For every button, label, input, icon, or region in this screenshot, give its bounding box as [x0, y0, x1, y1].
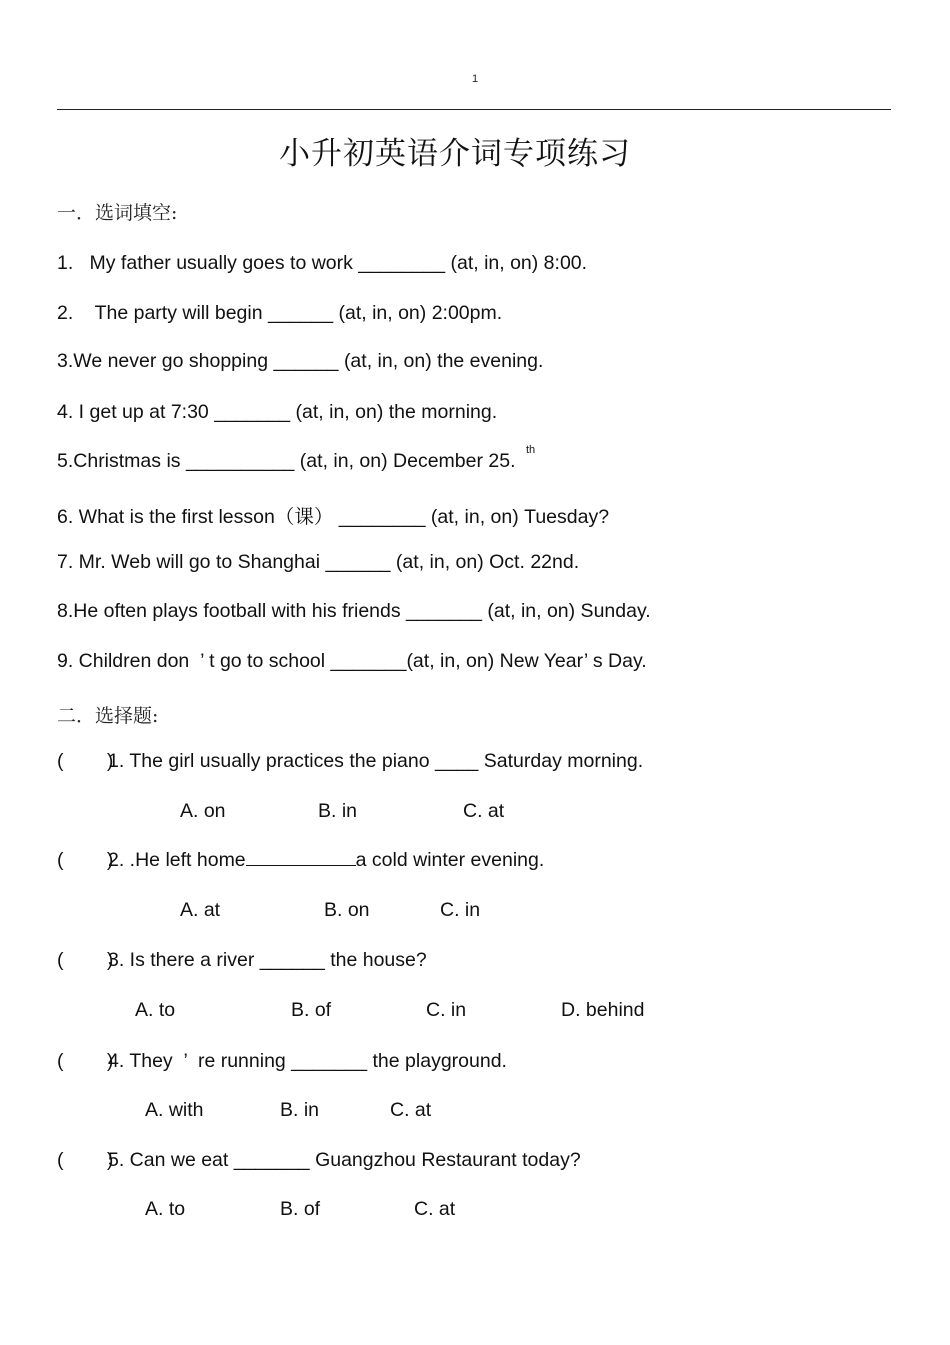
header-rule [57, 109, 891, 110]
q4-option-a: A. with [145, 1099, 204, 1121]
fill-item-6: 6. What is the first lesson（课） ________ (at, in, on) Tuesday? [57, 506, 610, 528]
section1-heading: 一．选词填空: [57, 202, 178, 224]
section2-heading: 二．选择题: [57, 705, 159, 727]
fill-item-5: 5.Christmas is __________ (at, in, on) December 25. [57, 450, 516, 472]
q1-option-a: A. on [180, 800, 226, 822]
fill-item-4: 4. I get up at 7:30 _______ (at, in, on) the morning. [57, 401, 498, 423]
page-title: 小升初英语介词专项练习 [279, 136, 631, 172]
question-2-blank [246, 851, 356, 866]
q5-option-b: B. of [280, 1198, 321, 1220]
q4-option-b: B. in [280, 1099, 320, 1121]
fill-item-7: 7. Mr. Web will go to Shanghai ______ (at, in, on) Oct. 22nd. [57, 551, 580, 573]
fill-item-9: 9. Children don ’ t go to school _______(at, in, on) New Year’ s Day. [57, 650, 647, 672]
question-2 [108, 849, 544, 872]
question-3: 3. Is there a river ______ the house? [108, 949, 427, 971]
question-2-before: 2. .He left home [108, 849, 246, 871]
question-1: 1. The girl usually practices the piano ____ Saturday morning. [108, 750, 644, 772]
answer-paren-4: ( ) [57, 1050, 114, 1072]
question-5: 5. Can we eat _______ Guangzhou Restaurant today? [108, 1149, 581, 1171]
q5-option-a: A. to [145, 1198, 186, 1220]
answer-paren-3: ( ) [57, 949, 114, 971]
q4-option-c: C. at [390, 1099, 432, 1121]
q1-option-c: C. at [463, 800, 505, 822]
q3-option-a: A. to [135, 999, 176, 1021]
superscript-th: th [526, 444, 536, 456]
fill-item-2: 2. The party will begin ______ (at, in, on) 2:00pm. [57, 302, 503, 324]
answer-paren-5: ( ) [57, 1149, 114, 1171]
q2-option-c: C. in [440, 899, 481, 921]
q3-option-c: C. in [426, 999, 467, 1021]
fill-item-8: 8.He often plays football with his friends _______ (at, in, on) Sunday. [57, 600, 651, 622]
q2-option-a: A. at [180, 899, 221, 921]
q5-option-c: C. at [414, 1198, 456, 1220]
fill-item-3: 3.We never go shopping ______ (at, in, on) the evening. [57, 350, 544, 372]
question-2-after: a cold winter evening. [355, 849, 545, 871]
page-number: 1 [471, 73, 479, 85]
q2-option-b: B. on [324, 899, 370, 921]
q3-option-b: B. of [291, 999, 332, 1021]
fill-item-1: 1. My father usually goes to work ________ (at, in, on) 8:00. [57, 252, 588, 274]
answer-paren-1: ( ) [57, 750, 114, 772]
question-4: 4. They ’ re running _______ the playground. [108, 1050, 507, 1072]
q3-option-d: D. behind [561, 999, 645, 1021]
q1-option-b: B. in [318, 800, 358, 822]
answer-paren-2: ( ) [57, 849, 114, 871]
